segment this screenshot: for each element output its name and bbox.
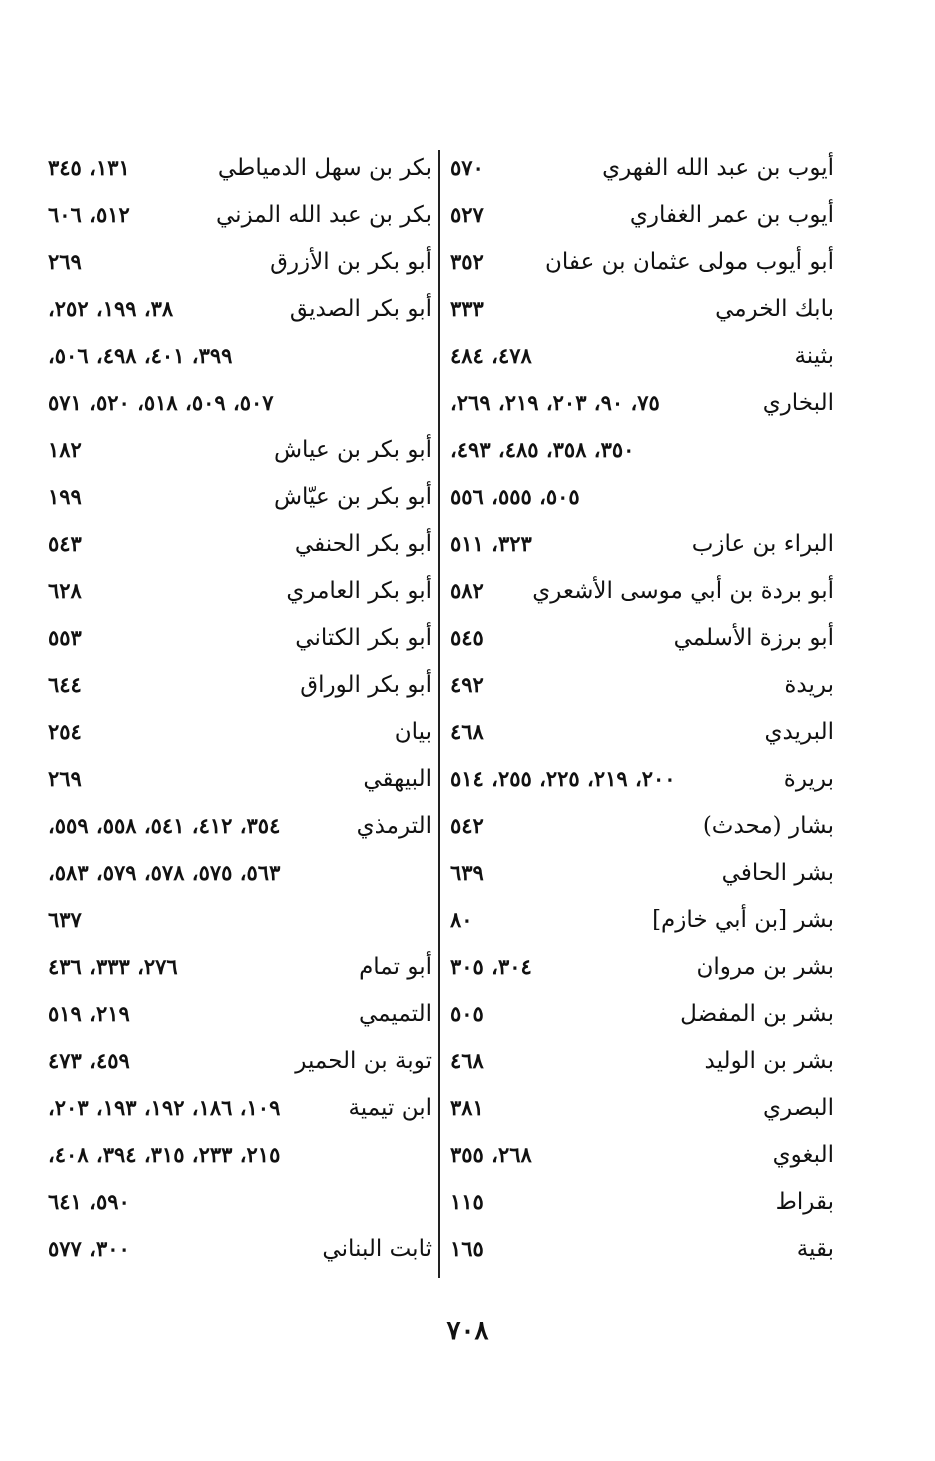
index-entry: [450, 851, 834, 898]
entry-page-refs: ٥٨٢: [450, 578, 484, 603]
entry-page-refs: ١٨٢: [48, 437, 82, 462]
entry-name: التميمي: [358, 1001, 432, 1027]
entry-page-refs: ٣٥٢: [450, 249, 484, 274]
entry-page-refs: ٢٥٤: [48, 719, 82, 744]
entry-page-refs: ٤٩٢: [450, 672, 484, 697]
entry-page-refs: ٣٥٤، ٤١٢، ٥٤١، ٥٥٨، ٥٥٩،: [48, 813, 281, 838]
entry-page-refs: ٤٧٨، ٤٨٤: [450, 343, 532, 368]
index-entry: [450, 475, 834, 522]
entry-page-refs: ٣٩٩، ٤٠١، ٤٩٨، ٥٠٦،: [48, 343, 233, 368]
entry-name: البخاري: [762, 390, 834, 416]
entry-page-refs: ٢٦٩: [48, 766, 82, 791]
entry-page-refs: ٥٤٢: [450, 813, 484, 838]
index-entry: [450, 522, 834, 569]
entry-name: البراء بن عازب: [691, 531, 834, 557]
index-entry: [48, 851, 432, 898]
index-entry: [48, 1133, 432, 1180]
index-entry: [450, 334, 834, 381]
entry-name: بريرة: [783, 766, 834, 792]
entry-page-refs: ٥٩٠، ٦٤١: [48, 1189, 130, 1214]
index-entry: [450, 1133, 834, 1180]
entry-name: أبو بكر الكتاني: [295, 625, 432, 651]
entry-page-refs: ١٦٥: [450, 1236, 484, 1261]
entry-page-refs: ٦٣٩: [450, 860, 484, 885]
index-entry: [450, 1039, 834, 1086]
index-entry: [450, 569, 834, 616]
entry-page-refs: ٦٤٤: [48, 672, 82, 697]
entry-page-refs: ٦٣٧: [48, 907, 82, 932]
entry-name: توبة بن الحمير: [295, 1048, 432, 1074]
index-entry: [450, 663, 834, 710]
entry-page-refs: ٥٥٣: [48, 625, 82, 650]
entry-page-refs: ٢٧٦، ٣٣٣، ٤٣٦: [48, 954, 178, 979]
entry-page-refs: ٢٦٩: [48, 249, 82, 274]
index-entry: [450, 1180, 834, 1227]
index-entry: [48, 381, 432, 428]
index-entry: [48, 428, 432, 475]
index-entry: [48, 287, 432, 334]
index-entry: [450, 381, 834, 428]
index-column-right: [450, 146, 834, 1274]
index-entry: [48, 522, 432, 569]
entry-page-refs: ٣٨١: [450, 1095, 484, 1120]
entry-page-refs: ٥١٢، ٦٠٦: [48, 202, 130, 227]
index-entry: [450, 1227, 834, 1274]
index-entry: [48, 1180, 432, 1227]
entry-page-refs: ١٣١، ٣٤٥: [48, 155, 130, 180]
entry-name: بشر [بن أبي خازم]: [652, 907, 834, 933]
index-entry: [450, 616, 834, 663]
entry-page-refs: ٨٠: [450, 907, 473, 932]
entry-page-refs: ٣٨، ١٩٩، ٢٥٢،: [48, 296, 174, 321]
entry-page-refs: ٣٢٣، ٥١١: [450, 531, 532, 556]
entry-name: الترمذي: [356, 813, 432, 839]
entry-page-refs: ٣٣٣: [450, 296, 484, 321]
index-entry: [48, 1227, 432, 1274]
entry-name: أبو تمام: [359, 954, 432, 980]
index-entry: [48, 945, 432, 992]
entry-page-refs: ٢١٥، ٢٣٣، ٣١٥، ٣٩٤، ٤٠٨،: [48, 1142, 281, 1167]
entry-name: بشر بن الوليد: [704, 1048, 834, 1074]
entry-name: ابن تيمية: [348, 1095, 432, 1121]
index-entry: [450, 146, 834, 193]
index-entry: [48, 1086, 432, 1133]
index-entry: [48, 898, 432, 945]
entry-name: أبو بردة بن أبي موسى الأشعري: [532, 578, 834, 604]
entry-name: البغوي: [772, 1142, 834, 1168]
entry-page-refs: ٥٠٧، ٥٠٩، ٥١٨، ٥٢٠، ٥٧١: [48, 390, 274, 415]
index-entry: [48, 146, 432, 193]
entry-page-refs: ٢١٩، ٥١٩: [48, 1001, 130, 1026]
entry-page-refs: ٤٥٩، ٤٧٣: [48, 1048, 130, 1073]
index-entry: [48, 663, 432, 710]
index-entry: [450, 945, 834, 992]
index-entry: [48, 569, 432, 616]
entry-name: البريدي: [764, 719, 834, 745]
column-divider: [438, 150, 440, 1278]
entry-page-refs: ٥٤٥: [450, 625, 484, 650]
entry-name: أيوب بن عمر الغفاري: [629, 202, 834, 228]
entry-name: أبو بكر الحنفي: [294, 531, 432, 557]
entry-name: بكر بن سهل الدمياطي: [217, 155, 432, 181]
entry-name: بقية: [796, 1236, 834, 1262]
index-entry: [450, 1086, 834, 1133]
entry-name: بشر الحافي: [721, 860, 834, 886]
entry-page-refs: ٢٦٨، ٣٥٥: [450, 1142, 532, 1167]
entry-name: بيان: [394, 719, 432, 745]
index-entry: [48, 616, 432, 663]
entry-name: بشر بن المفضل: [680, 1001, 834, 1027]
entry-name: أبو برزة الأسلمي: [673, 625, 834, 651]
index-entry: [450, 992, 834, 1039]
index-entry: [450, 757, 834, 804]
entry-name: بريدة: [784, 672, 834, 698]
entry-name: أبو أيوب مولى عثمان بن عفان: [545, 249, 834, 275]
entry-page-refs: ٧٥، ٩٠، ٢٠٣، ٢١٩، ٢٦٩،: [450, 390, 660, 415]
index-entry: [48, 804, 432, 851]
index-entry: [450, 287, 834, 334]
entry-name: البصري: [763, 1095, 834, 1121]
index-entry: [450, 240, 834, 287]
entry-name: أبو بكر بن الأزرق: [270, 249, 432, 275]
index-entry: [450, 428, 834, 475]
index-entry: [450, 193, 834, 240]
index-entry: [450, 710, 834, 757]
entry-page-refs: ٢٠٠، ٢١٩، ٢٢٥، ٢٥٥، ٥١٤: [450, 766, 676, 791]
entry-name: أبو بكر العامري: [286, 578, 432, 604]
index-entry: [48, 193, 432, 240]
entry-name: أبو بكر الوراق: [300, 672, 432, 698]
index-entry: [48, 1039, 432, 1086]
entry-page-refs: ٥٦٣، ٥٧٥، ٥٧٨، ٥٧٩، ٥٨٣،: [48, 860, 281, 885]
entry-page-refs: ٣٠٠، ٥٧٧: [48, 1236, 130, 1261]
index-entry: [48, 240, 432, 287]
entry-name: بشر بن مروان: [696, 954, 834, 980]
entry-page-refs: ١٠٩، ١٨٦، ١٩٢، ١٩٣، ٢٠٣،: [48, 1095, 281, 1120]
index-entry: [48, 710, 432, 757]
entry-name: ثابت البناني: [322, 1236, 432, 1262]
entry-name: أبو بكر الصديق: [289, 296, 432, 322]
index-entry: [48, 757, 432, 804]
entry-name: أبو بكر بن عياش: [273, 437, 432, 463]
entry-page-refs: ٣٠٤، ٣٠٥: [450, 954, 532, 979]
entry-name: بابك الخرمي: [715, 296, 834, 322]
entry-name: بقراط: [775, 1189, 834, 1215]
entry-page-refs: ٥٧٠: [450, 155, 484, 180]
entry-name: بكر بن عبد الله المزني: [216, 202, 432, 228]
entry-page-refs: ١١٥: [450, 1189, 484, 1214]
page-number: ٧٠٨: [446, 1316, 489, 1346]
entry-page-refs: ٥٠٥، ٥٥٥، ٥٥٦: [450, 484, 580, 509]
index-entry: [48, 334, 432, 381]
entry-page-refs: ٥٤٣: [48, 531, 82, 556]
entry-page-refs: ٤٦٨: [450, 719, 484, 744]
index-entry: [450, 804, 834, 851]
entry-page-refs: ٥٠٥: [450, 1001, 484, 1026]
entry-name: بشار (محدث): [702, 813, 834, 839]
index-entry: [450, 898, 834, 945]
entry-name: أيوب بن عبد الله الفهري: [602, 155, 834, 181]
entry-page-refs: ٥٢٧: [450, 202, 484, 227]
index-column-left: [48, 146, 432, 1274]
index-entry: [48, 992, 432, 1039]
entry-page-refs: ٦٢٨: [48, 578, 82, 603]
entry-name: أبو بكر بن عيّاش: [273, 484, 432, 510]
index-entry: [48, 475, 432, 522]
entry-page-refs: ٤٦٨: [450, 1048, 484, 1073]
entry-page-refs: ١٩٩: [48, 484, 82, 509]
entry-name: البيهقي: [363, 766, 432, 792]
entry-name: بثينة: [794, 343, 834, 369]
entry-page-refs: ٣٥٠، ٣٥٨، ٤٨٥، ٤٩٣،: [450, 437, 635, 462]
